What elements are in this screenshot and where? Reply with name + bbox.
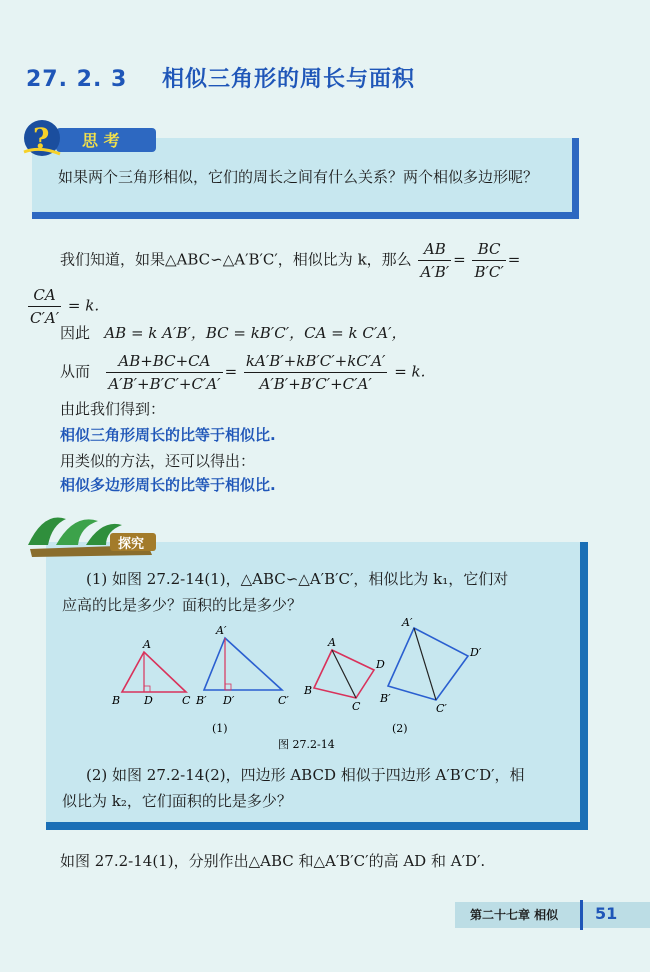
label-d: D bbox=[144, 694, 153, 707]
label-a: A bbox=[143, 638, 151, 651]
fraction-k-perimeter: $\frac{kA'B'+kB'C'+kC'A'}{A'B'+B'C'+C'A'}$ bbox=[245, 352, 386, 393]
quad-label-a: A bbox=[328, 636, 336, 649]
triangle-abc bbox=[122, 652, 186, 692]
label-c: C bbox=[182, 694, 191, 707]
quad-label-c: C bbox=[352, 700, 361, 713]
think-badge-label: 思 考 bbox=[82, 131, 120, 150]
because-label: 因此 bbox=[60, 324, 91, 342]
label-d-prime: D′ bbox=[223, 694, 235, 707]
explore-question-1-line-1: (1) 如图 27.2-14(1)，△ABC∽△A′B′C′，相似比为 k₁，它们对 bbox=[86, 570, 509, 588]
explore-question-1-line-2: 应高的比是多少？面积的比是多少？ bbox=[62, 596, 303, 614]
fraction-ab: $\frac{AB}{A'B'}$ bbox=[420, 240, 450, 281]
quad-label-c-prime: C′ bbox=[436, 702, 447, 715]
diagonal-ac-prime bbox=[414, 628, 436, 700]
fraction-perimeter: $\frac{AB+BC+CA}{A'B'+B'C'+C'A'}$ bbox=[108, 352, 221, 393]
figure-2-caption: (2) bbox=[392, 722, 408, 735]
thus-label: 从而 bbox=[60, 362, 91, 381]
explore-question-2-line-1: (2) 如图 27.2-14(2)，四边形 ABCD 相似于四边形 A′B′C′D′，相 bbox=[86, 766, 525, 784]
explore-badge-label: 探究 bbox=[118, 537, 145, 552]
quad-label-d: D bbox=[376, 658, 385, 671]
quad-label-b-prime: B′ bbox=[380, 692, 391, 705]
thus-result: = k. bbox=[394, 362, 426, 381]
explore-badge bbox=[22, 505, 162, 557]
section-heading bbox=[26, 62, 415, 93]
quadrilateral-abcd-prime bbox=[388, 628, 468, 700]
think-question: 如果两个三角形相似，它们的周长之间有什么关系？两个相似多边形呢？ bbox=[58, 168, 539, 186]
diagonal-ac bbox=[332, 650, 356, 698]
rule-polygon-perimeter: 相似多边形周长的比等于相似比. bbox=[60, 476, 276, 494]
figure-caption: 图 27.2-14 bbox=[278, 738, 335, 751]
section-title: 相似三角形的周长与面积 bbox=[161, 67, 415, 92]
label-b: B bbox=[112, 694, 121, 707]
thus-line: 从而 $\frac{AB+BC+CA}{A'B'+B'C'+C'A'}$ = $\frac{kA'B'+kB'C'+kC'A'}{A'B'+B'C'+C'A'}$ = k. bbox=[60, 352, 426, 393]
footer-divider bbox=[580, 900, 583, 930]
figure-27-2-14 bbox=[100, 612, 520, 752]
conclude-line: 由此我们得到： bbox=[60, 400, 166, 418]
bottom-instruction: 如图 27.2-14(1)，分别作出△ABC 和△A′B′C′的高 AD 和 A′D′. bbox=[60, 852, 486, 870]
body-line1-text: 我们知道，如果△ABC∽△A′B′C′，相似比为 k，那么 bbox=[60, 250, 412, 269]
because-line bbox=[60, 322, 407, 344]
quad-label-d-prime: D′ bbox=[470, 646, 482, 659]
quad-label-a-prime: A′ bbox=[402, 616, 413, 629]
footer-chapter: 第二十七章 相似 bbox=[470, 908, 559, 922]
svg-text:?: ? bbox=[33, 122, 50, 155]
triangle-abc-prime bbox=[204, 638, 282, 690]
fraction-bc: $\frac{BC}{B'C'}$ bbox=[474, 240, 504, 281]
rule-triangle-perimeter: 相似三角形周长的比等于相似比. bbox=[60, 426, 276, 444]
think-badge bbox=[20, 116, 162, 158]
section-number: 27. 2. 3 bbox=[26, 67, 128, 92]
figure-1-caption: (1) bbox=[212, 722, 228, 735]
label-a-prime: A′ bbox=[216, 624, 227, 637]
page-number: 51 bbox=[595, 904, 618, 923]
label-c-prime: C′ bbox=[278, 694, 289, 707]
label-b-prime: B′ bbox=[196, 694, 207, 707]
fraction-ca: $\frac{CA}{C'A'}$ bbox=[30, 286, 60, 327]
because-text: AB = k A′B′，BC = kB′C′，CA = k C′A′， bbox=[104, 324, 407, 342]
explore-question-2-line-2: 似比为 k₂，它们面积的比是多少？ bbox=[62, 792, 292, 810]
quad-label-b: B bbox=[304, 684, 313, 697]
body-line2-suffix: = k. bbox=[67, 296, 100, 315]
similar-method-line: 用类似的方法，还可以得出： bbox=[60, 452, 256, 470]
body-line-1: 我们知道，如果△ABC∽△A′B′C′，相似比为 k，那么 $\frac{AB}{A'B'}$ = $\frac{BC}{B'C'}$ = bbox=[60, 240, 521, 281]
